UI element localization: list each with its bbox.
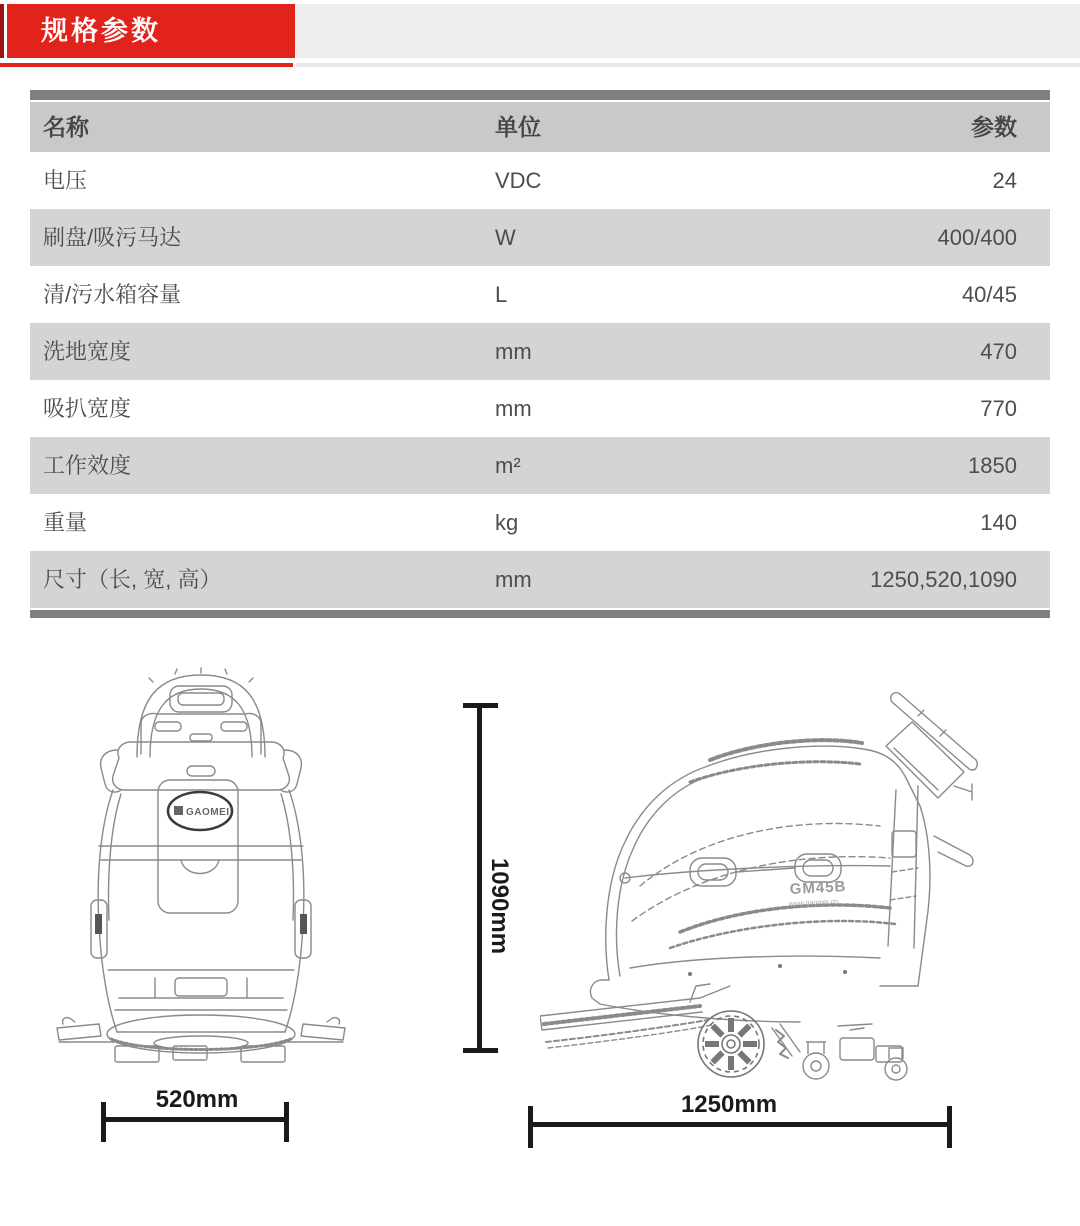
length-dim-label: 1250mm	[680, 1091, 778, 1118]
section-title-banner	[7, 4, 295, 58]
row-unit: VDC	[495, 168, 542, 193]
row-value: 140	[980, 510, 1017, 535]
section-title: 规格参数	[41, 16, 161, 46]
row-unit: mm	[495, 567, 532, 592]
width-dim-line	[101, 1117, 289, 1122]
length-dim-left-tick	[528, 1106, 533, 1148]
side-view-drawing	[540, 686, 1065, 1082]
row-unit: mm	[495, 339, 532, 364]
banner-gray-extension	[295, 4, 1080, 58]
row-value: 1250,520,1090	[870, 567, 1017, 592]
row-value: 1850	[968, 453, 1017, 478]
website-label: www.gaomei.cn	[788, 898, 839, 908]
row-name: 电压	[43, 168, 88, 193]
row-unit: W	[495, 225, 516, 250]
table-row	[30, 437, 1050, 494]
table-row	[30, 551, 1050, 608]
table-top-bar	[30, 90, 1050, 100]
row-unit: mm	[495, 396, 532, 421]
table-row	[30, 323, 1050, 380]
length-dim-line	[528, 1122, 952, 1127]
column-header-name: 名称	[43, 114, 89, 140]
row-unit: m²	[495, 453, 521, 478]
height-dim-line	[477, 703, 482, 1053]
row-name: 洗地宽度	[43, 339, 132, 364]
column-header-unit: 单位	[495, 114, 541, 140]
spec-table	[30, 90, 1050, 618]
drive-wheel	[698, 1011, 764, 1077]
table-bottom-bar	[30, 610, 1050, 618]
row-value: 40/45	[961, 282, 1017, 307]
row-value: 770	[980, 396, 1017, 421]
model-label: GM45B	[789, 878, 847, 898]
width-dim-right-tick	[284, 1102, 289, 1142]
table-row	[30, 494, 1050, 551]
caster-wheels	[803, 1042, 907, 1080]
table-row	[30, 380, 1050, 437]
table-header-row	[30, 102, 1050, 152]
row-value: 470	[980, 339, 1017, 364]
gaomei-logo-text: GAOMEI	[186, 807, 230, 818]
length-dim-right-tick	[947, 1106, 952, 1148]
gaomei-logo-oval	[168, 792, 232, 830]
row-name: 吸扒宽度	[43, 396, 132, 421]
height-dim-bottom-tick	[463, 1048, 498, 1053]
width-dim-label: 520mm	[155, 1086, 239, 1113]
row-name: 刷盘/吸污马达	[43, 225, 182, 250]
banner-underline-gray	[296, 63, 1080, 67]
row-name: 尺寸（长, 宽, 高）	[43, 567, 222, 592]
row-value: 24	[992, 168, 1017, 193]
row-unit: kg	[495, 510, 519, 535]
row-name: 清/污水箱容量	[43, 282, 182, 307]
banner-underline-red	[0, 63, 293, 67]
front-view-drawing	[55, 662, 347, 1072]
height-dim-label: 1090mm	[486, 857, 513, 955]
table-row	[30, 209, 1050, 266]
row-value: 400/400	[937, 225, 1017, 250]
table-row	[30, 266, 1050, 323]
table-row	[30, 152, 1050, 209]
row-name: 重量	[43, 510, 88, 535]
banner-accent-strip	[0, 4, 4, 58]
column-header-value: 参数	[971, 114, 1017, 140]
row-unit: L	[495, 282, 508, 307]
row-name: 工作效度	[43, 453, 132, 478]
width-dim-left-tick	[101, 1102, 106, 1142]
